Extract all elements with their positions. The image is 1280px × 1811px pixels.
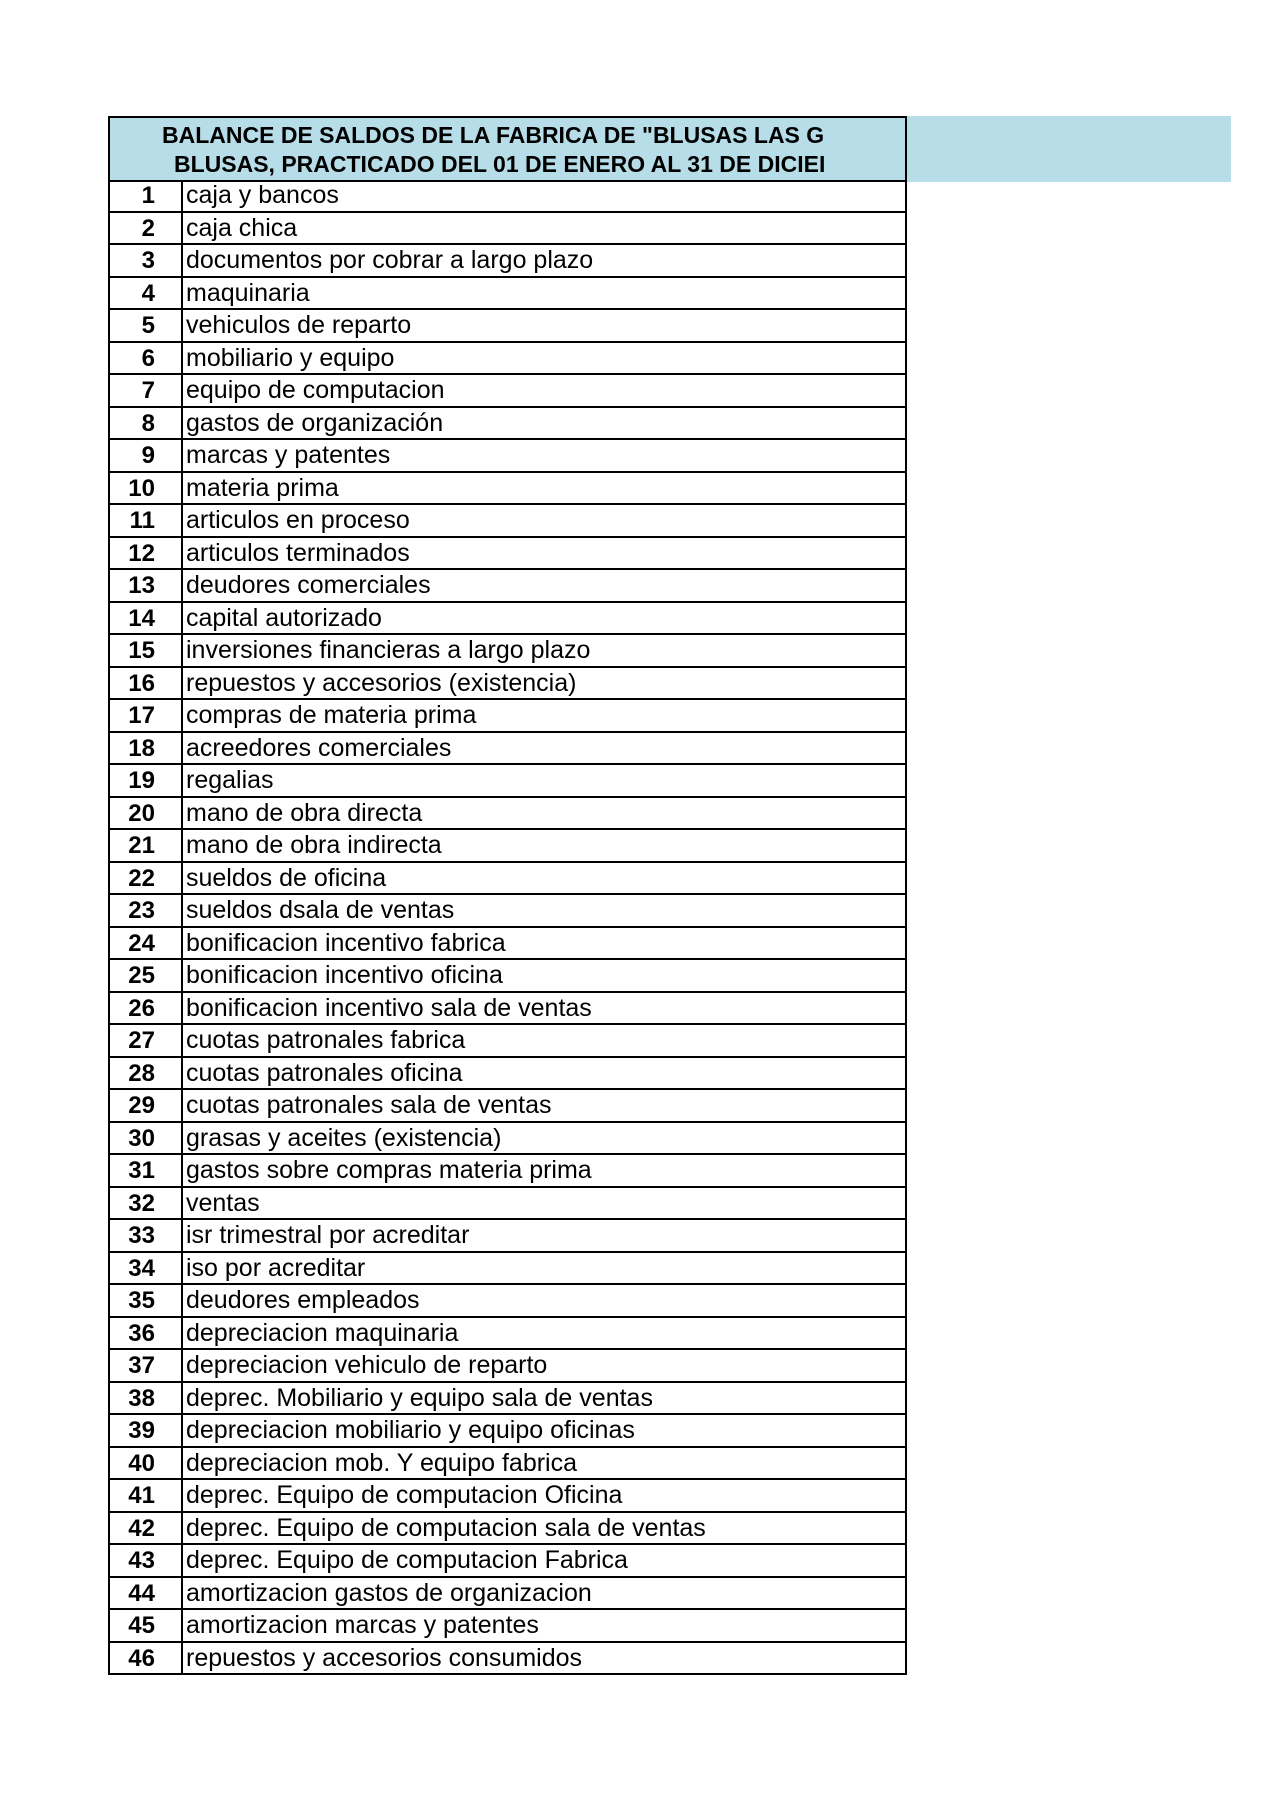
table-row bbox=[108, 1253, 907, 1286]
account-number-cell[interactable]: 26 bbox=[110, 993, 183, 1024]
account-number-cell[interactable]: 16 bbox=[110, 668, 183, 699]
account-number-cell[interactable]: 15 bbox=[110, 635, 183, 666]
account-name-cell[interactable]: articulos en proceso bbox=[186, 506, 410, 534]
table-row bbox=[108, 733, 907, 766]
account-name-cell[interactable]: iso por acreditar bbox=[186, 1253, 366, 1282]
account-name-cell[interactable]: sueldos de oficina bbox=[186, 863, 387, 892]
table-row bbox=[108, 505, 907, 538]
table-row bbox=[108, 1448, 907, 1481]
account-number-cell[interactable]: 24 bbox=[110, 928, 183, 959]
account-name-cell[interactable]: capital autorizado bbox=[186, 603, 382, 632]
account-name-cell[interactable]: bonificacion incentivo fabrica bbox=[186, 928, 506, 957]
table-row bbox=[108, 1383, 907, 1416]
account-number-cell[interactable]: 45 bbox=[110, 1610, 183, 1641]
account-name-cell[interactable]: deprec. Equipo de computacion Fabrica bbox=[186, 1546, 628, 1574]
account-name-cell[interactable]: amortizacion marcas y patentes bbox=[186, 1611, 539, 1639]
table-row bbox=[108, 310, 907, 343]
account-number-cell[interactable]: 46 bbox=[110, 1643, 183, 1674]
table-row bbox=[108, 440, 907, 473]
account-name-cell[interactable]: depreciacion mobiliario y equipo oficinas bbox=[186, 1416, 635, 1444]
title-cell[interactable] bbox=[108, 116, 907, 182]
account-name-cell[interactable]: vehiculos de reparto bbox=[186, 311, 412, 339]
table-row bbox=[108, 538, 907, 571]
account-number-cell[interactable]: 17 bbox=[110, 700, 183, 731]
table-row bbox=[108, 603, 907, 636]
table-row bbox=[108, 1058, 907, 1091]
account-name-cell[interactable]: acreedores comerciales bbox=[186, 733, 452, 762]
account-name-cell[interactable]: articulos terminados bbox=[186, 538, 410, 567]
account-number-cell[interactable]: 2 bbox=[110, 213, 183, 244]
account-name-cell[interactable]: deprec. Mobiliario y equipo sala de ventas bbox=[186, 1383, 653, 1412]
account-number-cell[interactable]: 8 bbox=[110, 408, 183, 439]
account-number-cell[interactable]: 39 bbox=[110, 1415, 183, 1446]
account-name-cell[interactable]: deprec. Equipo de computacion sala de ventas bbox=[186, 1513, 706, 1542]
account-number-cell[interactable]: 29 bbox=[110, 1090, 183, 1121]
account-number-cell[interactable]: 41 bbox=[110, 1480, 183, 1511]
account-name-cell[interactable]: amortizacion gastos de organizacion bbox=[186, 1578, 592, 1607]
table-row bbox=[108, 1545, 907, 1578]
table-row bbox=[108, 1090, 907, 1123]
account-number-cell[interactable]: 34 bbox=[110, 1253, 183, 1284]
account-number-cell[interactable]: 44 bbox=[110, 1578, 183, 1609]
account-name-cell[interactable]: materia prima bbox=[186, 473, 339, 502]
table-row bbox=[108, 473, 907, 506]
account-name-cell[interactable]: mano de obra directa bbox=[186, 798, 423, 827]
account-name-cell[interactable]: bonificacion incentivo sala de ventas bbox=[186, 993, 592, 1022]
account-number-cell[interactable]: 3 bbox=[110, 245, 183, 276]
table-row bbox=[108, 570, 907, 603]
account-name-cell[interactable]: depreciacion vehiculo de reparto bbox=[186, 1351, 548, 1379]
account-name-cell[interactable]: gastos sobre compras materia prima bbox=[186, 1156, 592, 1184]
account-number-cell[interactable]: 32 bbox=[110, 1188, 183, 1219]
table-row bbox=[108, 1123, 907, 1156]
account-name-cell[interactable]: isr trimestral por acreditar bbox=[186, 1221, 470, 1249]
account-number-cell[interactable]: 6 bbox=[110, 343, 183, 374]
table-row bbox=[108, 1188, 907, 1221]
account-number-cell[interactable]: 1 bbox=[110, 180, 183, 211]
table-row bbox=[108, 960, 907, 993]
table-row bbox=[108, 798, 907, 831]
account-name-cell[interactable]: marcas y patentes bbox=[186, 441, 391, 469]
account-number-cell[interactable]: 14 bbox=[110, 603, 183, 634]
account-name-cell[interactable]: cuotas patronales oficina bbox=[186, 1058, 463, 1087]
table-row bbox=[108, 343, 907, 376]
account-name-cell[interactable]: inversiones financieras a largo plazo bbox=[186, 636, 591, 664]
accounts-table bbox=[108, 180, 907, 1675]
table-row bbox=[108, 863, 907, 896]
table-row bbox=[108, 1480, 907, 1513]
table-row bbox=[108, 1513, 907, 1546]
account-number-cell[interactable]: 21 bbox=[110, 830, 183, 861]
account-number-cell[interactable]: 35 bbox=[110, 1285, 183, 1316]
table-row bbox=[108, 635, 907, 668]
account-number-cell[interactable]: 11 bbox=[110, 505, 183, 536]
table-row bbox=[108, 1220, 907, 1253]
table-row bbox=[108, 1643, 907, 1676]
account-number-cell[interactable]: 18 bbox=[110, 733, 183, 764]
title-line-2: BLUSAS, PRACTICADO DEL 01 DE ENERO AL 31 DE DICIEI bbox=[174, 151, 826, 177]
account-name-cell[interactable]: cuotas patronales sala de ventas bbox=[186, 1091, 552, 1119]
table-row bbox=[108, 830, 907, 863]
account-number-cell[interactable]: 28 bbox=[110, 1058, 183, 1089]
account-number-cell[interactable]: 30 bbox=[110, 1123, 183, 1154]
account-number-cell[interactable]: 31 bbox=[110, 1155, 183, 1186]
account-name-cell[interactable]: caja chica bbox=[186, 213, 298, 242]
table-row bbox=[108, 1610, 907, 1643]
account-number-cell[interactable]: 38 bbox=[110, 1383, 183, 1414]
table-row bbox=[108, 700, 907, 733]
title-line-1: BALANCE DE SALDOS DE LA FABRICA DE "BLUSAS LAS G bbox=[162, 122, 825, 148]
account-number-cell[interactable]: 13 bbox=[110, 570, 183, 601]
table-row bbox=[108, 1285, 907, 1318]
account-name-cell[interactable]: equipo de computacion bbox=[186, 376, 445, 404]
table-row bbox=[108, 1025, 907, 1058]
account-number-cell[interactable]: 37 bbox=[110, 1350, 183, 1381]
table-row bbox=[108, 408, 907, 441]
account-number-cell[interactable]: 9 bbox=[110, 440, 183, 471]
account-name-cell[interactable]: deprec. Equipo de computacion Oficina bbox=[186, 1481, 623, 1509]
account-name-cell[interactable]: deudores empleados bbox=[186, 1286, 420, 1314]
account-name-cell[interactable]: mobiliario y equipo bbox=[186, 343, 395, 372]
account-name-cell[interactable]: bonificacion incentivo oficina bbox=[186, 961, 503, 989]
account-name-cell[interactable]: documentos por cobrar a largo plazo bbox=[186, 246, 594, 274]
account-name-cell[interactable]: deudores comerciales bbox=[186, 571, 431, 599]
account-number-cell[interactable]: 25 bbox=[110, 960, 183, 991]
account-number-cell[interactable]: 7 bbox=[110, 375, 183, 406]
table-row bbox=[108, 1155, 907, 1188]
account-number-cell[interactable]: 12 bbox=[110, 538, 183, 569]
account-number-cell[interactable]: 27 bbox=[110, 1025, 183, 1056]
table-row bbox=[108, 1350, 907, 1383]
table-row bbox=[108, 668, 907, 701]
account-number-cell[interactable]: 40 bbox=[110, 1448, 183, 1479]
account-name-cell[interactable]: sueldos dsala de ventas bbox=[186, 896, 455, 924]
table-row bbox=[108, 278, 907, 311]
account-number-cell[interactable]: 36 bbox=[110, 1318, 183, 1349]
account-name-cell[interactable]: regalias bbox=[186, 766, 274, 794]
account-name-cell[interactable]: depreciacion maquinaria bbox=[186, 1318, 459, 1347]
table-row bbox=[108, 1415, 907, 1448]
table-row bbox=[108, 1318, 907, 1351]
table-row bbox=[108, 765, 907, 798]
table-row bbox=[108, 180, 907, 213]
account-name-cell[interactable]: ventas bbox=[186, 1188, 260, 1217]
account-number-cell[interactable]: 22 bbox=[110, 863, 183, 894]
table-row bbox=[108, 1578, 907, 1611]
account-name-cell[interactable]: mano de obra indirecta bbox=[186, 831, 442, 859]
table-row bbox=[108, 928, 907, 961]
account-number-cell[interactable]: 10 bbox=[110, 473, 183, 504]
table-row bbox=[108, 245, 907, 278]
account-name-cell[interactable]: caja y bancos bbox=[186, 181, 339, 209]
account-number-cell[interactable]: 19 bbox=[110, 765, 183, 796]
account-number-cell[interactable]: 20 bbox=[110, 798, 183, 829]
account-number-cell[interactable]: 4 bbox=[110, 278, 183, 309]
account-name-cell[interactable]: repuestos y accesorios (existencia) bbox=[186, 668, 577, 697]
table-row bbox=[108, 375, 907, 408]
account-number-cell[interactable]: 5 bbox=[110, 310, 183, 341]
account-number-cell[interactable]: 42 bbox=[110, 1513, 183, 1544]
account-number-cell[interactable]: 23 bbox=[110, 895, 183, 926]
account-number-cell[interactable]: 33 bbox=[110, 1220, 183, 1251]
account-name-cell[interactable]: cuotas patronales fabrica bbox=[186, 1026, 466, 1054]
account-name-cell[interactable]: depreciacion mob. Y equipo fabrica bbox=[186, 1448, 578, 1477]
account-name-cell[interactable]: compras de materia prima bbox=[186, 701, 477, 729]
table-row bbox=[108, 213, 907, 246]
account-name-cell[interactable]: grasas y aceites (existencia) bbox=[186, 1123, 502, 1152]
account-name-cell[interactable]: maquinaria bbox=[186, 278, 310, 307]
account-number-cell[interactable]: 43 bbox=[110, 1545, 183, 1576]
account-name-cell[interactable]: gastos de organización bbox=[186, 408, 444, 437]
table-row bbox=[108, 993, 907, 1026]
account-name-cell[interactable]: repuestos y accesorios consumidos bbox=[186, 1643, 583, 1672]
table-row bbox=[108, 895, 907, 928]
